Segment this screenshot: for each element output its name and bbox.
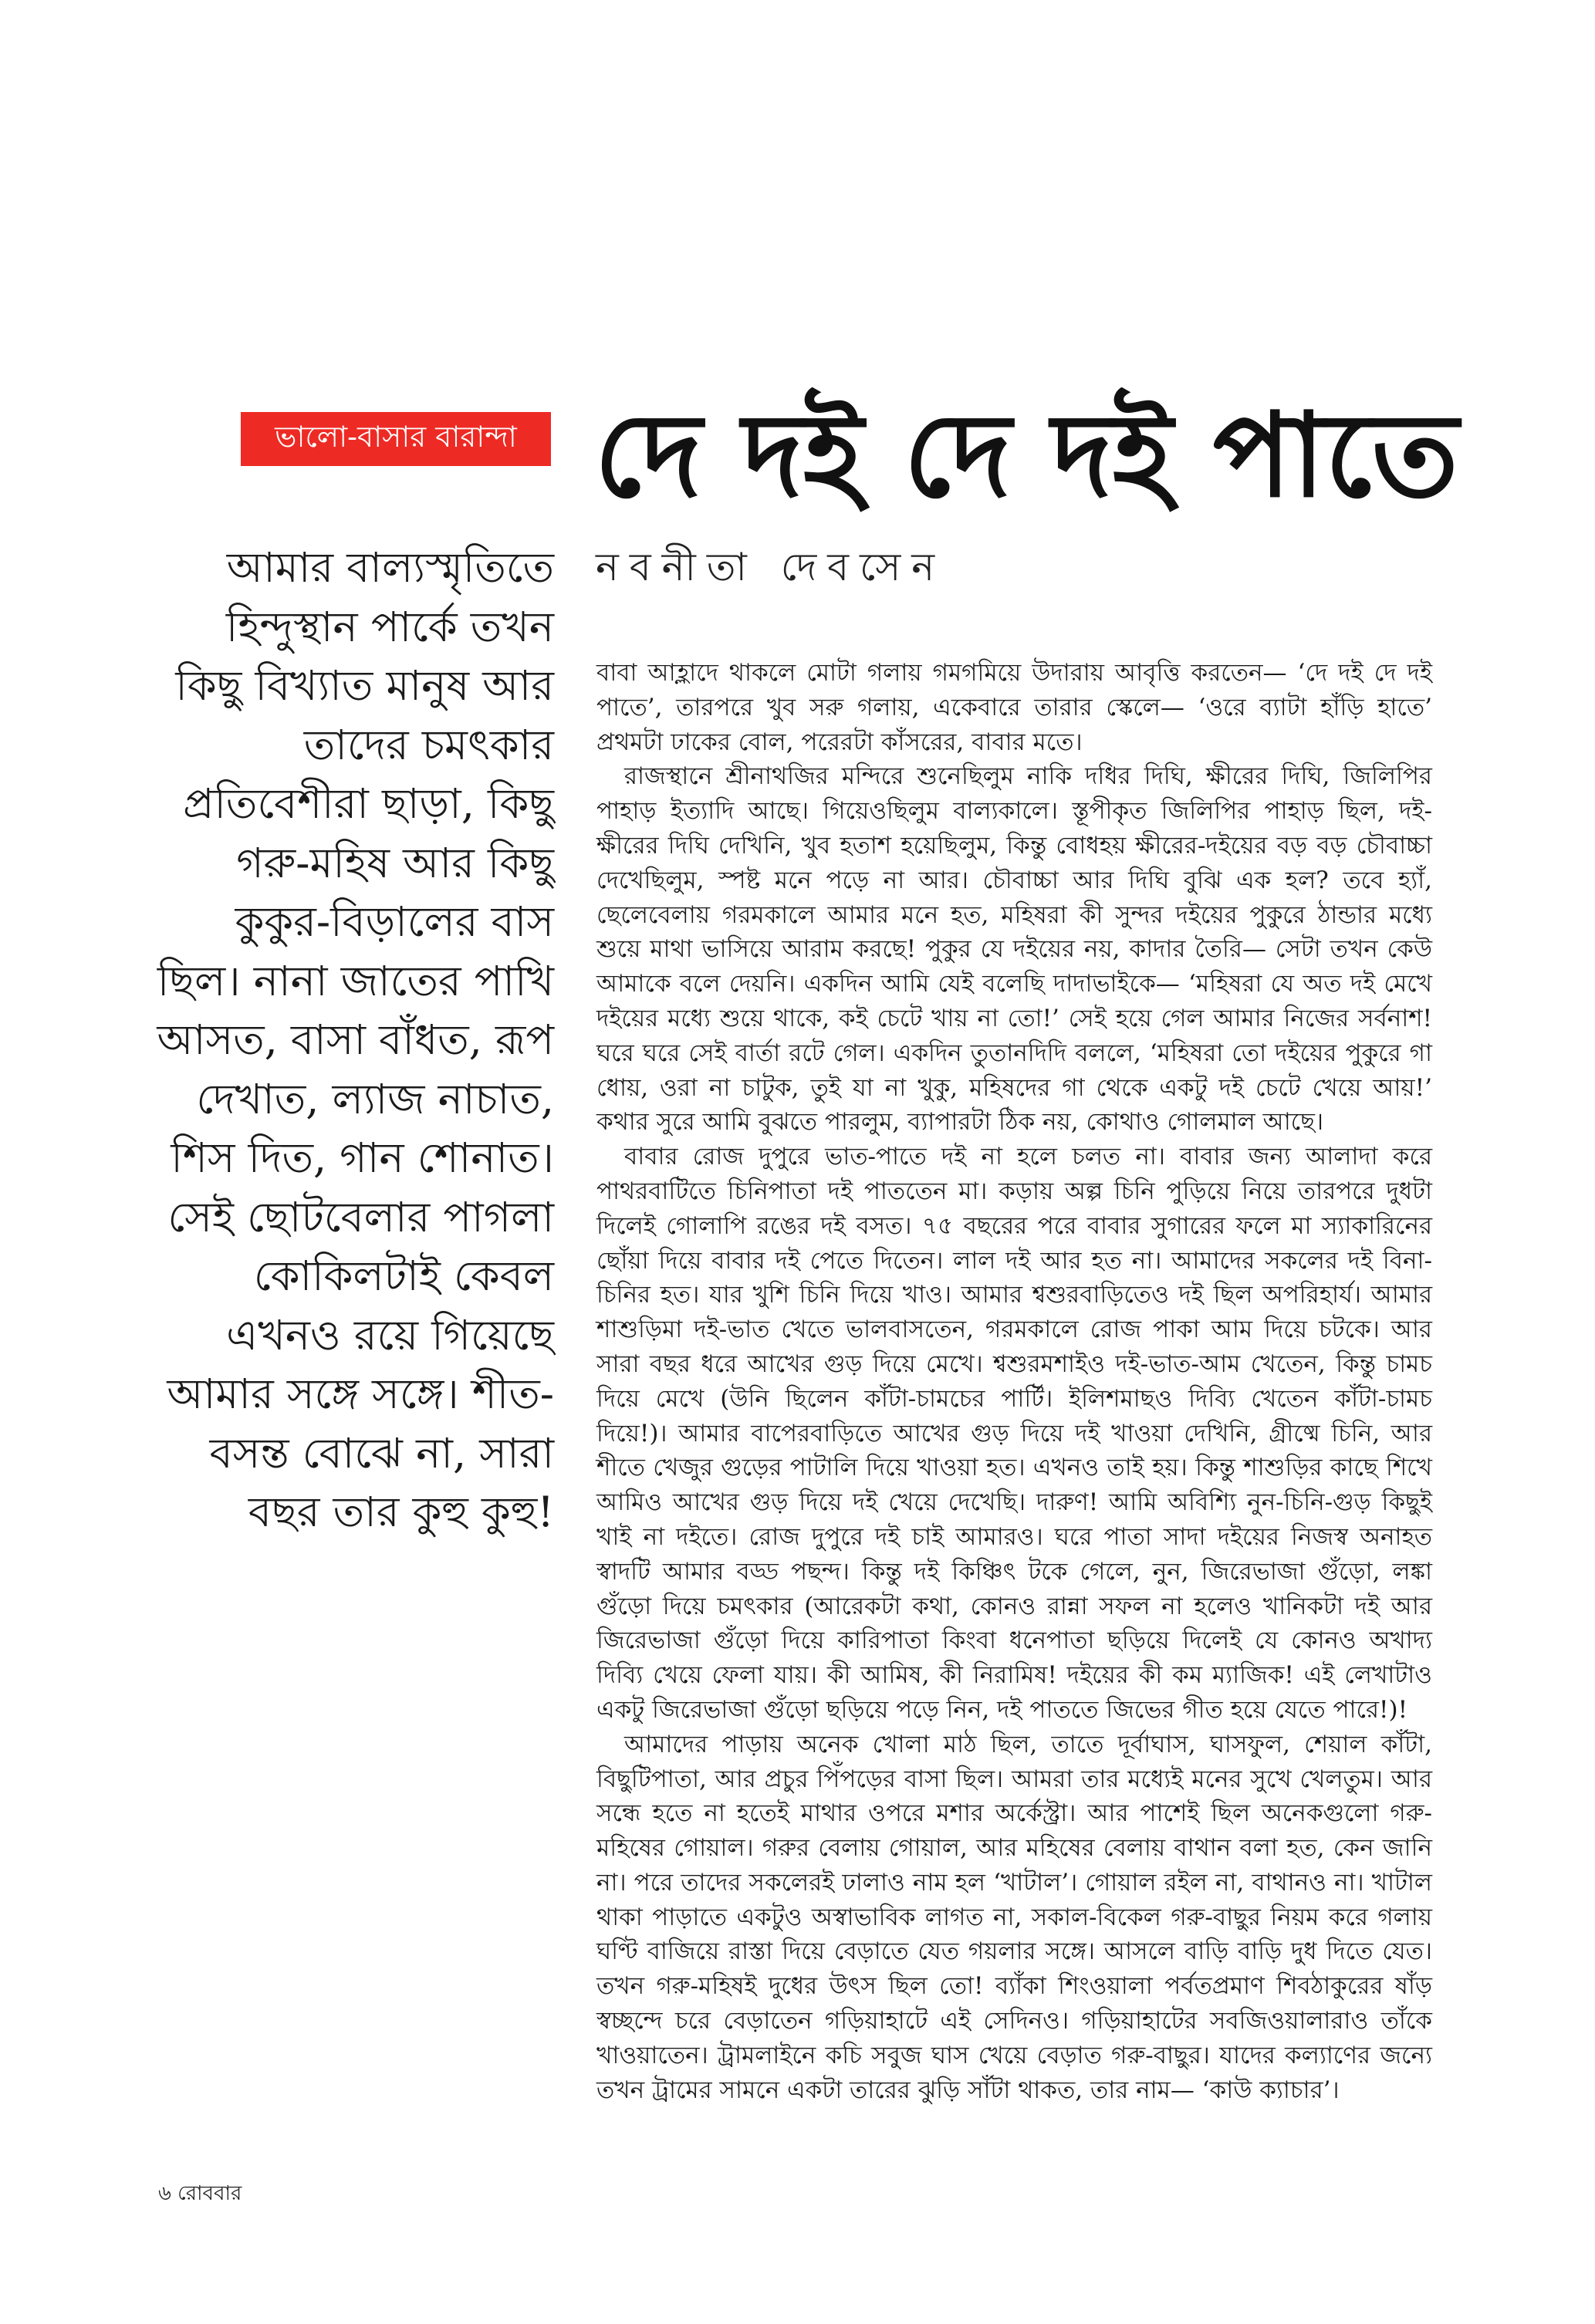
pullquote-line: হিন্দুস্থান পার্কে তখন [225, 602, 554, 651]
pullquote-line: প্রতিবেশীরা ছাড়া, কিছু [183, 779, 554, 828]
pullquote-line: আমার বাল্যস্মৃতিতে [226, 543, 554, 592]
pullquote-line: দেখাত, ল্যাজ নাচাত, [196, 1074, 554, 1123]
page-number: ৬ [158, 2182, 171, 2205]
article-title: দে দই দে দই পাতে [594, 387, 1459, 523]
paragraph: রাজস্থানে শ্রীনাথজির মন্দিরে শুনেছিলুম নাকি দধির দিঘি, ক্ষীরের দিঘি, জিলিপির পাহাড় ইত্যাদি আছে। গিয়েওছিলুম বাল্যকালে। স্তূপীকৃত জিলিপির পাহাড় ছিল, দই-ক্ষীরের দিঘি দেখিনি, খুব হতাশ হয়েছিলুম, কিন্তু বোধহয় ক্ষীরের-দইয়ের বড় বড় চৌবাচ্চা দেখেছিলুম, স্পষ্ট মনে পড়ে না আর। চৌবাচ্চা আর দিঘি বুঝি এক হল? তবে হ্যাঁ, ছেলেবেলায় গরমকালে আমার মনে হত, মহিষরা কী সুন্দর দইয়ের পুকুরে ঠান্ডার মধ্যে শুয়ে মাথা ভাসিয়ে আরাম করছে! পুকুর যে দইয়ের নয়, কাদার তৈরি— সেটা তখন কেউ আমাকে বলে দেয়নি। একদিন আমি যেই বলেছি দাদাভাইকে— ‘মহিষরা যে অত দই মেখে দইয়ের মধ্যে শুয়ে থাকে, কই চেটে খায় না তো!’ সেই হয়ে গেল আমার নিজের সর্বনাশ! ঘরে ঘরে সেই বার্তা রটে গেল। একদিন তুতানদিদি বললে, ‘মহিষরা তো দইয়ের পুকুরে গা ধোয়, ওরা না চাটুক, তুই যা না খুকু, মহিষদের গা থেকে একটু দই চেটে খেয়ে আয়!’ কথার সুরে আমি বুঝতে পারলুম, ব্যাপারটা ঠিক নয়, কোথাও গোলমাল আছে। [596, 762, 1432, 1137]
magazine-name: রোববার [177, 2182, 242, 2205]
pullquote-line: বছর তার কুহু কুহু! [248, 1488, 554, 1536]
pullquote-line: আসত, বাসা বাঁধত, রূপ [157, 1015, 554, 1064]
pullquote-line: কিছু বিখ্যাত মানুষ আর [175, 661, 554, 710]
paragraph: বাবা আহ্লাদে থাকলে মোটা গলায় গমগমিয়ে উদারায় আবৃত্তি করতেন— ‘দে দই দে দই পাতে’, তারপরে খুব সরু গলায়, একেবারে তারার স্কেলে— ‘ওরে ব্যাটা হাঁড়ি হাতে’ প্রথমটা ঢাকের বোল, পরেরটা কাঁসরের, বাবার মতে। [596, 659, 1432, 756]
pullquote [154, 539, 554, 1542]
pullquote-line: ছিল। নানা জাতের পাখি [157, 956, 554, 1005]
article-body [596, 656, 1432, 2107]
pullquote-line: আমার সঙ্গে সঙ্গে। শীত- [167, 1370, 554, 1418]
pullquote-line: গরু-মহিষ আর কিছু [236, 838, 554, 887]
pullquote-line: কুকুর-বিড়ালের বাস [235, 897, 554, 946]
pullquote-line: তাদের চমৎকার [303, 720, 554, 769]
author-byline: নবনীতা দেবসেন [596, 545, 946, 589]
pullquote-line: সেই ছোটবেলার পাগলা [167, 1192, 554, 1241]
section-tag [241, 412, 551, 466]
pullquote-line: বসন্ত বোঝে না, সারা [209, 1428, 554, 1478]
pullquote-line: শিস দিত, গান শোনাত। [171, 1133, 554, 1182]
section-tag-label: ভালো-বাসার বারান্দা [275, 420, 517, 454]
pullquote-line: কোকিলটাই কেবল [253, 1252, 554, 1300]
paragraph: বাবার রোজ দুপুরে ভাত-পাতে দই না হলে চলত না। বাবার জন্য আলাদা করে পাথরবাটিতে চিনিপাতা দই পাততেন মা। কড়ায় অল্প চিনি পুড়িয়ে নিয়ে তারপরে দুধটা দিলেই গোলাপি রঙের দই বসত। ৭৫ বছরের পরে বাবার সুগারের ফলে মা স্যাকারিনের ছোঁয়া দিয়ে বাবার দই পেতে দিতেন। লাল দই আর হত না। আমাদের সকলের দই বিনা-চিনির হত। যার খুশি চিনি দিয়ে খাও। আমার শ্বশুরবাড়িতেও দই ছিল অপরিহার্য। আমার শাশুড়িমা দই-ভাত খেতে ভালবাসতেন, গরমকালে রোজ পাকা আম দিয়ে চটকে। আর সারা বছর ধরে আখের গুড় দিয়ে মেখে। শ্বশুরমশাইও দই-ভাত-আম খেতেন, কিন্তু চামচ দিয়ে মেখে (উনি ছিলেন কাঁটা-চামচের পার্টি। ইলিশমাছও দিব্যি খেতেন কাঁটা-চামচ দিয়ে!)। আমার বাপেরবাড়িতে আখের গুড় দিয়ে দই খাওয়া দেখিনি, গ্রীষ্মে চিনি, আর শীতে খেজুর গুড়ের পাটালি দিয়ে খাওয়া হত। এখনও তাই হয়। কিন্তু শাশুড়ির কাছে শিখে আমিও আখের গুড় দিয়ে দই খেয়ে দেখেছি। দারুণ! আমি অবিশ্যি নুন-চিনি-গুড় কিছুই খাই না দইতে। রোজ দুপুরে দই চাই আমারও। ঘরে পাতা সাদা দইয়ের নিজস্ব অনাহত স্বাদটি আমার বড্ড পছন্দ। কিন্তু দই কিঞ্চিৎ টকে গেলে, নুন, জিরেভাজা গুঁড়ো, লঙ্কা গুঁড়ো দিয়ে চমৎকার (আরেকটা কথা, কোনও রান্না সফল না হলেও খানিকটা দই আর জিরেভাজা গুঁড়ো দিয়ে কারিপাতা কিংবা ধনেপাতা ছড়িয়ে দিলেই যে কোনও অখাদ্য দিব্যি খেয়ে ফেলা যায়। কী আমিষ, কী নিরামিষ! দইয়ের কী কম ম্যাজিক! এই লেখাটাও একটু জিরেভাজা গুঁড়ো ছড়িয়ে পড়ে নিন, দই পাততে জিভের গীত হয়ে যেতে পারে!)! [596, 1143, 1432, 1724]
pullquote-line: এখনও রয়ে গিয়েছে [226, 1310, 554, 1360]
page-footer [158, 2177, 242, 2211]
paragraph: আমাদের পাড়ায় অনেক খোলা মাঠ ছিল, তাতে দূর্বাঘাস, ঘাসফুল, শেয়াল কাঁটা, বিছুটিপাতা, আর প্রচুর পিঁপড়ের বাসা ছিল। আমরা তার মধ্যেই মনের সুখে খেলতুম। আর সন্ধে হতে না হতেই মাথার ওপরে মশার অর্কেস্ট্রা। আর পাশেই ছিল অনেকগুলো গরু-মহিষের গোয়াল। গরুর বেলায় গোয়াল, আর মহিষের বেলায় বাথান বলা হত, কেন জানি না। পরে তাদের সকলেরই ঢালাও নাম হল ‘খাটাল’। গোয়াল রইল না, বাথানও না। খাটাল থাকা পাড়াতে একটুও অস্বাভাবিক লাগত না, সকাল-বিকেল গরু-বাছুর নিয়ম করে গলায় ঘণ্টি বাজিয়ে রাস্তা দিয়ে বেড়াতে যেত গয়লার সঙ্গে। আসলে বাড়ি বাড়ি দুধ দিতে যেত। তখন গরু-মহিষই দুধের উৎস ছিল তো! ব্যাঁকা শিংওয়ালা পর্বতপ্রমাণ শিবঠাকুরের ষাঁড় স্বচ্ছন্দে চরে বেড়াতেন গড়িয়াহাটে এই সেদিনও। গড়িয়াহাটের সবজিওয়ালারাও তাঁকে খাওয়াতেন। ট্রামলাইনে কচি সবুজ ঘাস খেয়ে বেড়াত গরু-বাছুর। যাদের কল্যাণের জন্যে তখন ট্রামের সামনে একটা তারের ঝুড়ি সাঁটা থাকত, তার নাম— ‘কাউ ক্যাচার’। [596, 1730, 1432, 2104]
